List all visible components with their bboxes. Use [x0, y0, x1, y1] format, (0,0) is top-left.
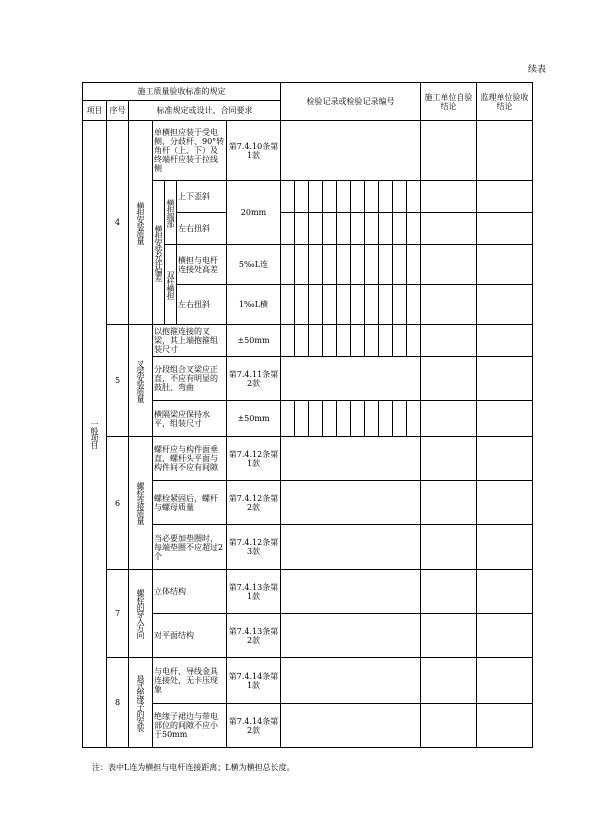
- record-box[interactable]: [337, 181, 351, 213]
- record-box[interactable]: [281, 181, 295, 213]
- construction-eval-cell[interactable]: [421, 213, 477, 245]
- record-box[interactable]: [309, 325, 323, 357]
- std-req-header: 标准规定或设计、合同要求: [129, 101, 281, 121]
- end-name: 横担端部: [166, 198, 175, 227]
- record-box[interactable]: [337, 213, 351, 245]
- std-group-header: 施工质量验收标准的规定: [83, 83, 281, 101]
- record-box[interactable]: [365, 245, 379, 285]
- record-box[interactable]: [309, 181, 323, 213]
- twist-label: 左右扭斜: [177, 285, 227, 325]
- item-5-std-3: ±50mm: [227, 401, 281, 437]
- record-box[interactable]: [393, 181, 407, 213]
- record-box[interactable]: [295, 213, 309, 245]
- record-box[interactable]: [323, 181, 337, 213]
- record-box[interactable]: [379, 213, 393, 245]
- supervision-eval-cell[interactable]: [477, 437, 533, 481]
- item-6-name-cell: [129, 437, 153, 570]
- seq-header: 序号: [107, 101, 129, 121]
- supervision-eval-cell[interactable]: [477, 401, 533, 437]
- record-cell[interactable]: [281, 357, 421, 401]
- record-box[interactable]: [323, 245, 337, 285]
- record-box[interactable]: [309, 401, 323, 437]
- record-box[interactable]: [323, 213, 337, 245]
- construction-eval-cell[interactable]: [421, 285, 477, 325]
- record-box[interactable]: [393, 245, 407, 285]
- record-cell[interactable]: [281, 570, 421, 614]
- supervision-eval-cell[interactable]: [477, 181, 533, 213]
- record-box[interactable]: [351, 285, 365, 325]
- seq-4: 4: [107, 121, 129, 325]
- record-box[interactable]: [407, 181, 421, 213]
- record-box[interactable]: [295, 325, 309, 357]
- conn-label: 横担与电杆连接处高差: [177, 245, 227, 285]
- item-7-std-1: 第7.4.13条第1款: [227, 570, 281, 614]
- seq-8: 8: [107, 658, 129, 748]
- item-6-std-2: 第7.4.12条第2款: [227, 481, 281, 525]
- record-box[interactable]: [379, 401, 393, 437]
- record-cell[interactable]: [281, 658, 421, 704]
- item-5-req-1: 以抱箍连接的叉梁，其上端抱箍组装尺寸: [153, 325, 227, 357]
- record-box[interactable]: [323, 401, 337, 437]
- record-box[interactable]: [365, 285, 379, 325]
- record-box[interactable]: [281, 401, 295, 437]
- seq-6: 6: [107, 437, 129, 570]
- item-5-std-1: ±50mm: [227, 325, 281, 357]
- item-6-req-3: 当必要加垫圈时，每端垫圈不应超过2个: [153, 525, 227, 570]
- tolerance-name: 横担安装允许偏差: [154, 224, 163, 281]
- record-box[interactable]: [337, 401, 351, 437]
- supervision-eval-cell[interactable]: [477, 285, 533, 325]
- record-box[interactable]: [407, 325, 421, 357]
- item-4-std-1: 第7.4.10条第1款: [227, 121, 281, 181]
- double-name: 双杆横担: [166, 270, 175, 299]
- record-box[interactable]: [337, 285, 351, 325]
- record-box[interactable]: [365, 213, 379, 245]
- item-7-name: 螺栓的穿入方向: [136, 589, 145, 638]
- category-header: 项目: [83, 101, 107, 121]
- val-20mm: 20mm: [227, 181, 281, 245]
- record-header: 检验记录或检验记录编号: [281, 83, 421, 121]
- record-box[interactable]: [365, 181, 379, 213]
- construction-eval-cell[interactable]: [421, 525, 477, 570]
- record-cell[interactable]: [281, 481, 421, 525]
- record-box[interactable]: [281, 285, 295, 325]
- construction-eval-cell[interactable]: [421, 401, 477, 437]
- record-box[interactable]: [295, 401, 309, 437]
- record-box[interactable]: [309, 285, 323, 325]
- record-box[interactable]: [393, 285, 407, 325]
- item-6-name: 螺栓连接质量: [136, 482, 145, 524]
- record-box[interactable]: [379, 325, 393, 357]
- item-8-req-1: 与电杆、导线金具连接处，无卡压现象: [153, 658, 227, 704]
- supervision-eval-cell[interactable]: [477, 245, 533, 285]
- record-box[interactable]: [379, 181, 393, 213]
- record-cell[interactable]: [281, 614, 421, 658]
- supervision-eval-cell[interactable]: [477, 570, 533, 614]
- construction-eval-cell[interactable]: [421, 570, 477, 614]
- item-4-name-cell: [129, 121, 153, 325]
- record-box[interactable]: [365, 401, 379, 437]
- record-box[interactable]: [407, 213, 421, 245]
- supervision-eval-cell[interactable]: [477, 213, 533, 245]
- record-box[interactable]: [351, 181, 365, 213]
- item-7-std-2: 第7.4.13条第2款: [227, 614, 281, 658]
- record-box[interactable]: [365, 325, 379, 357]
- record-box[interactable]: [379, 245, 393, 285]
- item-8-name: 悬式绝缘子的安装: [136, 674, 145, 731]
- record-cell[interactable]: [281, 704, 421, 748]
- item-8-std-2: 第7.4.14条第2款: [227, 704, 281, 748]
- item-7-req-1: 立体结构: [153, 570, 227, 614]
- supervision-eval-header: 监理单位验收结论: [477, 83, 533, 121]
- record-box[interactable]: [351, 245, 365, 285]
- category-general: 一般项目: [90, 420, 99, 448]
- record-box[interactable]: [337, 325, 351, 357]
- record-box[interactable]: [393, 325, 407, 357]
- construction-eval-cell[interactable]: [421, 658, 477, 704]
- tilt-label: 上下歪斜: [177, 181, 227, 213]
- supervision-eval-cell[interactable]: [477, 658, 533, 704]
- construction-eval-cell[interactable]: [421, 704, 477, 748]
- item-7-name-cell: [129, 570, 153, 658]
- footnote: 注：表中L连为横担与电杆连接距离；L横为横担总长度。: [92, 763, 295, 772]
- item-5-name: 叉梁安装质量: [136, 359, 145, 402]
- twist-label: 左右扭斜: [177, 213, 227, 245]
- construction-eval-cell[interactable]: [421, 481, 477, 525]
- record-box[interactable]: [351, 213, 365, 245]
- record-box[interactable]: [295, 285, 309, 325]
- supervision-eval-cell[interactable]: [477, 357, 533, 401]
- val-1-permille: 1‰L横: [227, 285, 281, 325]
- record-box[interactable]: [379, 285, 393, 325]
- construction-eval-header: 施工单位自验结论: [421, 83, 477, 121]
- record-box[interactable]: [351, 401, 365, 437]
- item-5-name-cell: [129, 325, 153, 437]
- record-box[interactable]: [323, 325, 337, 357]
- record-box[interactable]: [351, 325, 365, 357]
- record-box[interactable]: [295, 181, 309, 213]
- item-4-req-1: 单横担应装于受电侧，分歧杆、90°转角杆（上、下）及终端杆应装于拉线侧: [153, 121, 227, 181]
- construction-eval-cell[interactable]: [421, 245, 477, 285]
- record-box[interactable]: [281, 245, 295, 285]
- construction-eval-cell[interactable]: [421, 181, 477, 213]
- item-5-req-2: 分段组合叉梁应正直，不应有明显的鼓肚、弯曲: [153, 357, 227, 401]
- record-box[interactable]: [393, 401, 407, 437]
- record-box[interactable]: [337, 245, 351, 285]
- supervision-eval-cell[interactable]: [477, 704, 533, 748]
- supervision-eval-cell[interactable]: [477, 325, 533, 357]
- record-box[interactable]: [281, 325, 295, 357]
- record-box[interactable]: [407, 401, 421, 437]
- record-box[interactable]: [281, 213, 295, 245]
- record-box[interactable]: [323, 285, 337, 325]
- supervision-eval-cell[interactable]: [477, 525, 533, 570]
- construction-eval-cell[interactable]: [421, 614, 477, 658]
- item-6-req-1: 螺杆应与构件面垂直，螺杆头平面与构件间不应有间隙: [153, 437, 227, 481]
- continued-label: 续表: [528, 65, 547, 75]
- record-box[interactable]: [309, 245, 323, 285]
- record-box[interactable]: [295, 245, 309, 285]
- item-4-name: 横担安装质量: [136, 201, 145, 244]
- record-cell[interactable]: [281, 525, 421, 570]
- seq-7: 7: [107, 570, 129, 658]
- seq-5: 5: [107, 325, 129, 437]
- end-name-cell: [165, 181, 177, 245]
- inspection-table: [82, 82, 533, 748]
- item-8-name-cell: [129, 658, 153, 748]
- record-cell[interactable]: [281, 437, 421, 481]
- item-8-std-1: 第7.4.14条第1款: [227, 658, 281, 704]
- item-6-std-1: 第7.4.12条第1款: [227, 437, 281, 481]
- double-name-cell: [165, 245, 177, 325]
- item-7-req-2: 对平面结构: [153, 614, 227, 658]
- supervision-eval-cell[interactable]: [477, 121, 533, 181]
- item-6-std-3: 第7.4.12条第3款: [227, 525, 281, 570]
- record-box[interactable]: [309, 213, 323, 245]
- item-5-req-3: 横隔梁应保持水平，组装尺寸: [153, 401, 227, 437]
- tol-name-cell: [153, 181, 165, 325]
- supervision-eval-cell[interactable]: [477, 481, 533, 525]
- item-8-req-2: 绝缘子裙边与带电部位的间隙不应小于50mm: [153, 704, 227, 748]
- construction-eval-cell[interactable]: [421, 121, 477, 181]
- val-5-permille: 5‰L连: [227, 245, 281, 285]
- record-cell[interactable]: [281, 121, 421, 181]
- construction-eval-cell[interactable]: [421, 437, 477, 481]
- category-cell: [83, 121, 107, 748]
- item-6-req-2: 螺栓紧固后，螺杆与螺母质量: [153, 481, 227, 525]
- record-box[interactable]: [407, 245, 421, 285]
- record-box[interactable]: [407, 285, 421, 325]
- supervision-eval-cell[interactable]: [477, 614, 533, 658]
- construction-eval-cell[interactable]: [421, 325, 477, 357]
- construction-eval-cell[interactable]: [421, 357, 477, 401]
- item-5-std-2: 第7.4.11条第2款: [227, 357, 281, 401]
- record-box[interactable]: [393, 213, 407, 245]
